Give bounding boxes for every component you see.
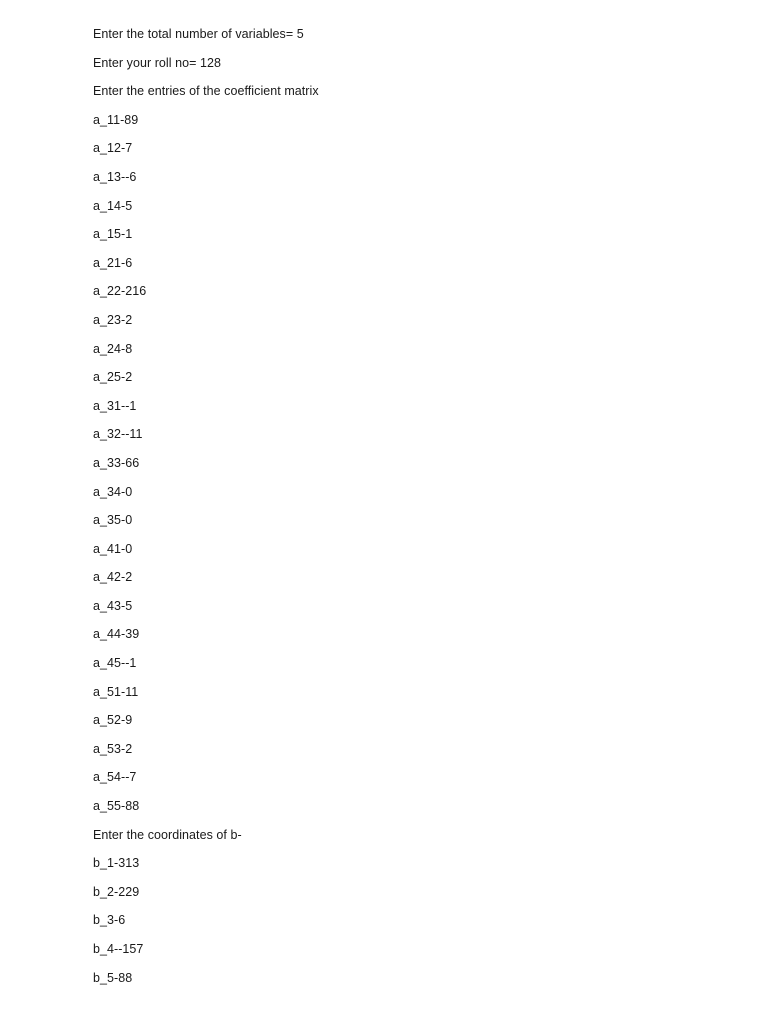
matrix-entry: a_12-7 (93, 141, 133, 156)
matrix-entry: a_23-2 (93, 312, 133, 327)
matrix-entry: a_51-11 (93, 684, 139, 699)
prompt-roll-number: Enter your roll no= 128 (93, 55, 221, 70)
matrix-entry: a_42-2 (93, 570, 133, 585)
matrix-entry: a_53-2 (93, 741, 133, 756)
matrix-entry: a_11-89 (93, 112, 139, 127)
prompt-coefficient-matrix: Enter the entries of the coefficient matrix (93, 84, 319, 99)
prompt-b-coordinates: Enter the coordinates of b- (93, 827, 242, 842)
matrix-entry: a_32--11 (93, 427, 143, 442)
matrix-entry: a_34-0 (93, 484, 133, 499)
vector-b-entry: b_3-6 (93, 913, 126, 928)
vector-b-entry: b_4--157 (93, 942, 144, 956)
matrix-entry: a_52-9 (93, 713, 133, 728)
vector-b-entry: b_1-313 (93, 856, 140, 871)
matrix-entry: a_55-88 (93, 799, 140, 814)
matrix-entry: a_43-5 (93, 598, 133, 613)
matrix-entry: a_22-216 (93, 284, 147, 299)
vector-b-entry: b_5-88 (93, 970, 133, 985)
matrix-entry: a_45--1 (93, 656, 137, 671)
vector-b-entry: b_2-229 (93, 884, 140, 899)
matrix-entry: a_13--6 (93, 169, 137, 184)
matrix-entry: a_14-5 (93, 198, 133, 213)
matrix-entry: a_54--7 (93, 770, 137, 785)
matrix-entry: a_35-0 (93, 513, 133, 528)
matrix-entry: a_31--1 (93, 398, 137, 413)
matrix-entry: a_41-0 (93, 541, 133, 556)
matrix-entry: a_33-66 (93, 455, 140, 470)
prompt-variables-count: Enter the total number of variables= 5 (93, 27, 304, 41)
matrix-entry: a_44-39 (93, 627, 140, 642)
matrix-entry: a_21-6 (93, 255, 133, 270)
matrix-entry: a_15-1 (93, 227, 133, 242)
document-text-lines (93, 24, 319, 996)
matrix-entry: a_25-2 (93, 370, 133, 385)
matrix-entry: a_24-8 (93, 341, 133, 356)
